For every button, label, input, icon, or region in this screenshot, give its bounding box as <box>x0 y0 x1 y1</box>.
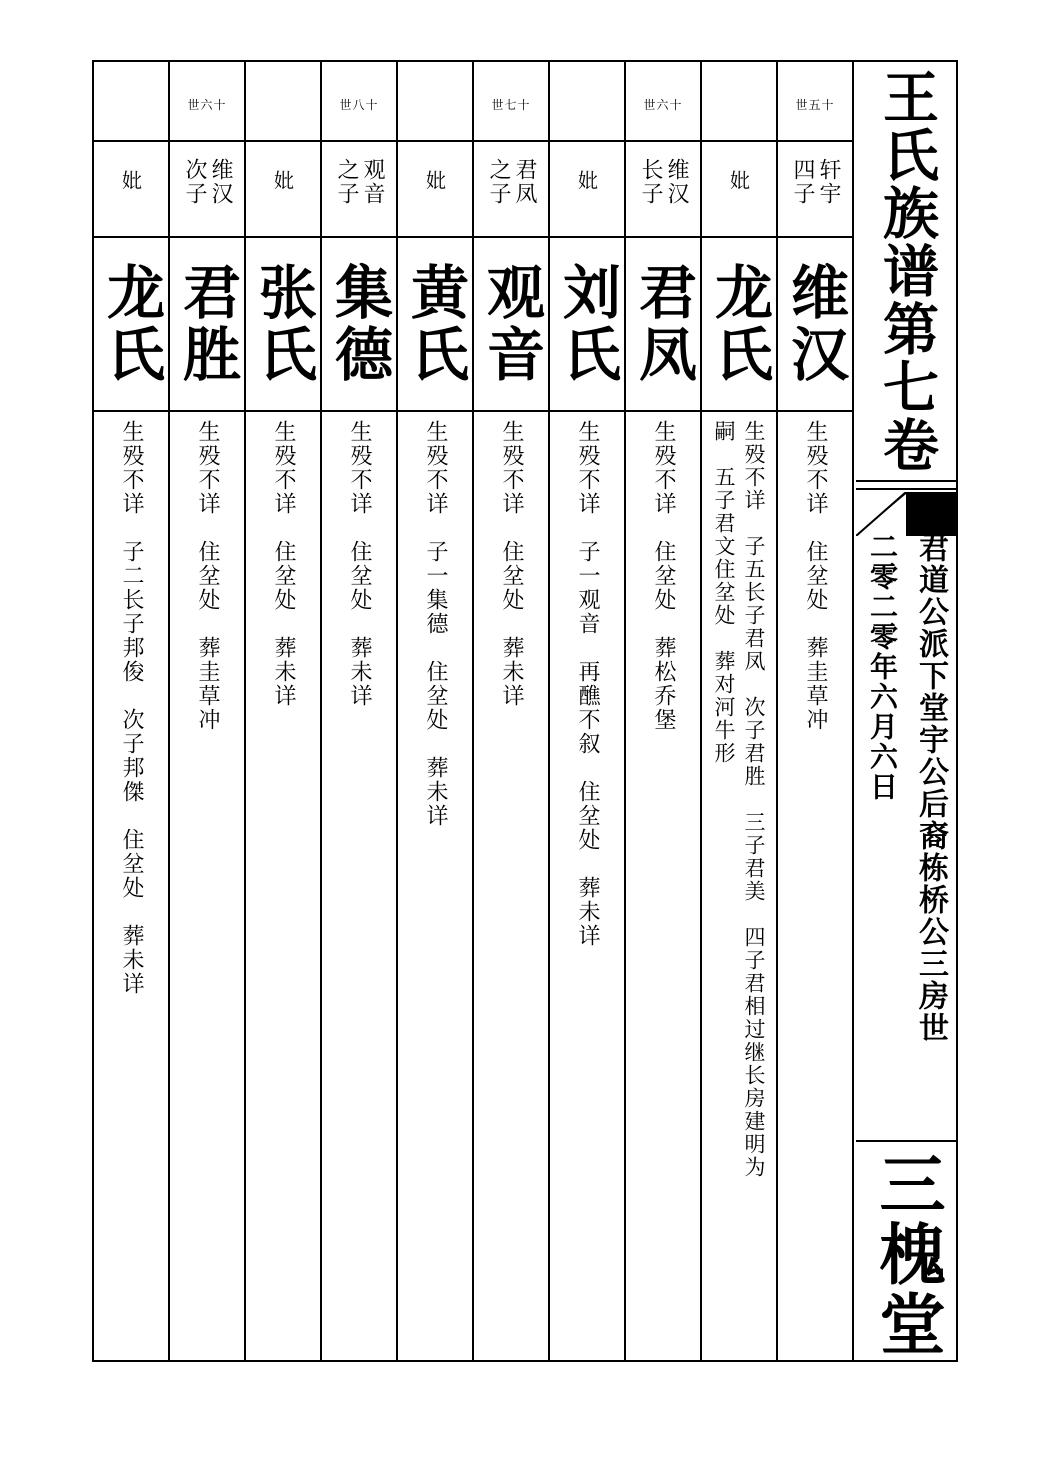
person-name: 龙氏 <box>97 262 165 386</box>
person-description: 生殁不详 子五长子君凤 次子君胜 三子君美 四子君相过继长房建明为 嗣 五子君文住坌处 葬对河牛形 <box>712 420 766 1179</box>
title-divider <box>856 480 956 490</box>
person-description: 生殁不详 住坌处 葬圭草冲 <box>195 420 220 732</box>
person-name: 龙氏 <box>705 262 773 386</box>
person-description: 生殁不详 住坌处 葬未详 <box>499 420 524 708</box>
generation-label: 世八十 <box>339 98 379 112</box>
entry-column <box>246 62 322 1360</box>
entry-column <box>626 62 702 1360</box>
person-name: 维汉 <box>781 262 849 386</box>
relation-label: 君凤 之子 <box>486 158 537 206</box>
entry-column <box>474 62 550 1360</box>
entry-column <box>170 62 246 1360</box>
generation-label: 世六十 <box>187 98 227 112</box>
person-name: 集德 <box>325 262 393 386</box>
person-description: 生殁不详 住坌处 葬未详 <box>271 420 296 708</box>
title-panel <box>856 62 956 1360</box>
relation-label: 维汉 长子 <box>638 158 689 206</box>
person-name: 刘氏 <box>553 262 621 386</box>
entry-column <box>778 62 854 1360</box>
generation-label: 世六十 <box>643 98 683 112</box>
genealogy-page <box>92 60 958 1362</box>
relation-label: 妣 <box>574 170 599 190</box>
person-name: 黄氏 <box>401 262 469 386</box>
person-description: 生殁不详 住坌处 葬未详 <box>347 420 372 708</box>
book-title: 王氏族谱第七卷 <box>874 68 939 474</box>
relation-label: 妣 <box>726 170 751 190</box>
entry-column <box>322 62 398 1360</box>
entry-column <box>550 62 626 1360</box>
entry-column <box>94 62 170 1360</box>
relation-label: 维汉 次子 <box>182 158 233 206</box>
person-description: 生殁不详 住坌处 葬松乔堡 <box>651 420 676 732</box>
person-name: 张氏 <box>249 262 317 386</box>
person-description: 生殁不详 子一集德 住坌处 葬未详 <box>423 420 448 828</box>
hall-divider <box>856 1140 956 1142</box>
generation-label: 世五十 <box>795 98 835 112</box>
person-name: 君凤 <box>629 262 697 386</box>
entry-column <box>702 62 778 1360</box>
triangle-ornament <box>856 492 956 536</box>
person-name: 观音 <box>477 262 545 386</box>
generation-label: 世七十 <box>491 98 531 112</box>
entry-column <box>398 62 474 1360</box>
relation-label: 观音 之子 <box>334 158 385 206</box>
date-text: 二零二零年六月六日 <box>866 532 899 802</box>
branch-subtitle: 君道公派下堂宇公后裔栋桥公三房世 <box>913 532 948 1044</box>
relation-label: 妣 <box>270 170 295 190</box>
relation-label: 妣 <box>422 170 447 190</box>
relation-label: 妣 <box>118 170 143 190</box>
person-name: 君胜 <box>173 262 241 386</box>
person-description: 生殁不详 子二长子邦俊 次子邦傑 住坌处 葬未详 <box>119 420 144 996</box>
hall-name: 三槐堂 <box>868 1150 945 1360</box>
relation-label: 轩宇 四子 <box>790 158 841 206</box>
person-description: 生殁不详 住坌处 葬圭草冲 <box>803 420 828 732</box>
person-description: 生殁不详 子一观音 再醮不叙 住坌处 葬未详 <box>575 420 600 948</box>
